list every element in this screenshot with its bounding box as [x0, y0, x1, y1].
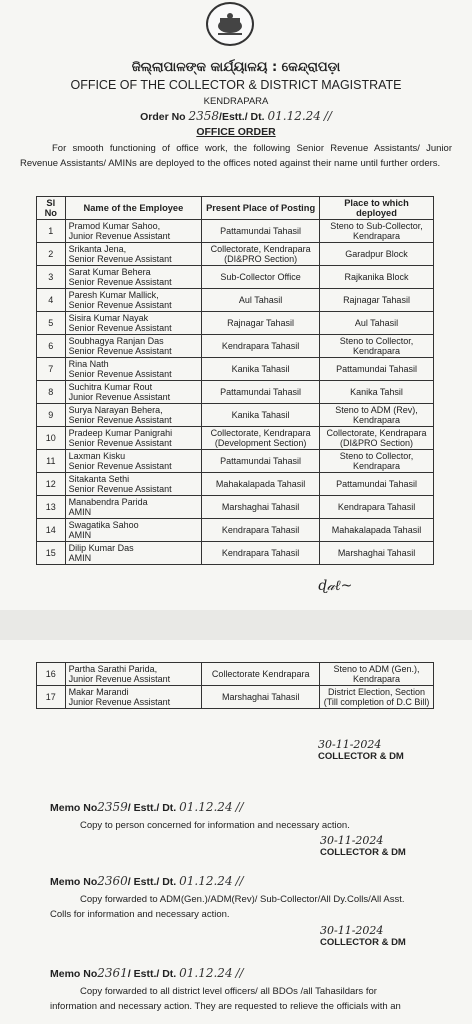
cell-name [65, 404, 202, 427]
deployment-table-continued [36, 662, 434, 709]
cell-deployed: Collectorate, Kendrapara (DI&PRO Section) [320, 427, 434, 450]
district-name: KENDRAPARA [203, 96, 269, 107]
cell-deployed: Aul Tahasil [320, 312, 434, 335]
cell-sl: 5 [37, 312, 66, 335]
table-row [37, 266, 434, 289]
cell-sl: 15 [37, 542, 66, 565]
government-seal-icon [206, 2, 254, 46]
cell-sl: 2 [37, 243, 66, 266]
employee-designation: Senior Revenue Assistant [68, 461, 172, 471]
employee-name: Sitakanta Sethi [68, 474, 130, 484]
cell-deployed: Steno to Sub-Collector, Kendrapara [320, 220, 434, 243]
header-name: Name of the Employee [65, 197, 202, 220]
cell-name [65, 519, 202, 542]
signature-designation: COLLECTOR & DM [318, 751, 404, 762]
cell-sl: 8 [37, 381, 66, 404]
cell-sl: 6 [37, 335, 66, 358]
cell-name [65, 243, 202, 266]
cell-deployed: Garadpur Block [320, 243, 434, 266]
cell-deployed: Marshaghai Tahasil [320, 542, 434, 565]
table-row [37, 663, 434, 686]
employee-name: Pramod Kumar Sahoo, [68, 221, 161, 231]
cell-deployed: Kanika Tahsil [320, 381, 434, 404]
cell-present: Mahakalapada Tahasil [202, 473, 320, 496]
cell-name [65, 312, 202, 335]
cell-sl: 7 [37, 358, 66, 381]
cell-sl: 11 [37, 450, 66, 473]
employee-name: Makar Marandi [68, 687, 129, 697]
employee-name: Sarat Kumar Behera [68, 267, 151, 277]
employee-designation: Senior Revenue Assistant [68, 254, 172, 264]
cell-name [65, 496, 202, 519]
employee-name: Soubhagya Ranjan Das [68, 336, 164, 346]
cell-deployed: Steno to Collector, Kendrapara [320, 450, 434, 473]
cell-sl: 3 [37, 266, 66, 289]
header-sl: Sl No [37, 197, 66, 220]
cell-present: Rajnagar Tahasil [202, 312, 320, 335]
cell-present: Aul Tahasil [202, 289, 320, 312]
employee-designation: AMIN [68, 530, 92, 540]
employee-name: Rina Nath [68, 359, 109, 369]
deployment-table [36, 196, 434, 565]
cell-deployed: Rajkanika Block [320, 266, 434, 289]
cell-present: Marshaghai Tahasil [202, 686, 320, 709]
office-title: OFFICE OF THE COLLECTOR & DISTRICT MAGISTRATE [70, 78, 402, 92]
cell-name [65, 289, 202, 312]
employee-name: Swagatika Sahoo [68, 520, 139, 530]
employee-designation: AMIN [68, 507, 92, 517]
table-row [37, 519, 434, 542]
cell-deployed: District Election, Section (Till completion of D.C Bill) [320, 686, 434, 709]
cell-present: Collectorate Kendrapara [202, 663, 320, 686]
order-date: 01.12.24 [267, 109, 321, 123]
employee-designation: Senior Revenue Assistant [68, 484, 172, 494]
employee-designation: Junior Revenue Assistant [68, 697, 171, 707]
employee-name: Pradeep Kumar Panigrahi [68, 428, 173, 438]
memo-signature-block: 30-11-2024 COLLECTOR & DM [320, 834, 406, 858]
employee-name: Dilip Kumar Das [68, 543, 134, 553]
table-row [37, 427, 434, 450]
table-row [37, 404, 434, 427]
memo-body: Copy to person concerned for information and necessary action. [80, 820, 350, 831]
cell-name [65, 266, 202, 289]
employee-name: Manabendra Parida [68, 497, 148, 507]
cell-name [65, 220, 202, 243]
cell-sl: 14 [37, 519, 66, 542]
employee-name: Partha Sarathi Parida, [68, 664, 158, 674]
memo-number-line: Memo No2361/ Estt./ Dt. 01.12.24 // [50, 966, 244, 980]
cell-deployed: Steno to ADM (Rev), Kendrapara [320, 404, 434, 427]
table-row [37, 335, 434, 358]
employee-designation: Senior Revenue Assistant [68, 346, 172, 356]
memo-body: Copy forwarded to all district level officers/ all BDOs /all Tahasildars for information and necessary action. They are requested to relieve the officials with an [50, 986, 401, 1012]
table-header-row [37, 197, 434, 220]
cell-deployed: Steno to ADM (Gen.), Kendrapara [320, 663, 434, 686]
employee-designation: Senior Revenue Assistant [68, 323, 172, 333]
employee-name: Paresh Kumar Mallick, [68, 290, 159, 300]
employee-designation: Junior Revenue Assistant [68, 231, 171, 241]
table-row [37, 381, 434, 404]
cell-present: Kendrapara Tahasil [202, 542, 320, 565]
order-number: 2358 [188, 109, 220, 123]
employee-designation: Senior Revenue Assistant [68, 369, 172, 379]
cell-name [65, 450, 202, 473]
cell-present: Kanika Tahasil [202, 404, 320, 427]
cell-deployed: Pattamundai Tahasil [320, 358, 434, 381]
signature-block [318, 738, 404, 762]
memo-number-line: Memo No2359/ Estt./ Dt. 01.12.24 // [50, 800, 244, 814]
cell-sl: 4 [37, 289, 66, 312]
table-row [37, 686, 434, 709]
cell-name [65, 686, 202, 709]
employee-designation: Junior Revenue Assistant [68, 392, 171, 402]
order-title: OFFICE ORDER [196, 126, 276, 138]
table-row [37, 312, 434, 335]
cell-deployed: Pattamundai Tahasil [320, 473, 434, 496]
cell-sl: 10 [37, 427, 66, 450]
memo-signature-block: 30-11-2024 COLLECTOR & DM [320, 924, 406, 948]
cell-name [65, 427, 202, 450]
cell-name [65, 663, 202, 686]
employee-name: Srikanta Jena, [68, 244, 127, 254]
employee-designation: Junior Revenue Assistant [68, 674, 171, 684]
cell-present: Marshaghai Tahasil [202, 496, 320, 519]
table-row [37, 450, 434, 473]
table-row [37, 289, 434, 312]
cell-present: Pattamundai Tahasil [202, 381, 320, 404]
cell-deployed: Steno to Collector, Kendrapara [320, 335, 434, 358]
table-row [37, 473, 434, 496]
table-row [37, 220, 434, 243]
cell-present: Collectorate, Kendrapara (Development Section) [202, 427, 320, 450]
employee-name: Surya Narayan Behera, [68, 405, 163, 415]
header-deployed: Place to which deployed [320, 197, 434, 220]
table-row [37, 243, 434, 266]
header-present: Present Place of Posting [202, 197, 320, 220]
cell-present: Sub-Collector Office [202, 266, 320, 289]
cell-sl: 9 [37, 404, 66, 427]
cell-name [65, 473, 202, 496]
order-suffix: // [323, 109, 332, 123]
employee-name: Suchitra Kumar Rout [68, 382, 153, 392]
memo-number-line: Memo No2360/ Estt./ Dt. 01.12.24 // [50, 874, 244, 888]
cell-present: Pattamundai Tahasil [202, 450, 320, 473]
cell-present: Kendrapara Tahasil [202, 335, 320, 358]
table-row [37, 496, 434, 519]
cell-name [65, 358, 202, 381]
cell-present: Collectorate, Kendrapara (DI&PRO Section) [202, 243, 320, 266]
table-row [37, 358, 434, 381]
employee-designation: Senior Revenue Assistant [68, 277, 172, 287]
odia-office-title: ଜିଲ୍ଲାପାଳଙ୍କ କାର୍ଯ୍ୟାଳୟ : କେନ୍ଦ୍ରାପଡ଼ା [131, 60, 341, 75]
order-page-2 [0, 640, 472, 1024]
signature-date: 30-11-2024 [318, 738, 382, 751]
employee-name: Sisira Kumar Nayak [68, 313, 149, 323]
intro-paragraph: For smooth functioning of office work, the following Senior Revenue Assistants/ Junior Revenue Assistants/ AMINs are deployed to the offices noted against their name until further orders. [20, 143, 452, 169]
cell-name [65, 542, 202, 565]
order-mid: /Estt./ Dt. [219, 111, 265, 123]
order-prefix: Order No [140, 111, 186, 123]
cell-present: Kendrapara Tahasil [202, 519, 320, 542]
cell-present: Pattamundai Tahasil [202, 220, 320, 243]
cell-sl: 12 [37, 473, 66, 496]
cell-present: Kanika Tahasil [202, 358, 320, 381]
signature-mark: ɖ𝒶ℓ~ [318, 578, 353, 594]
cell-deployed: Mahakalapada Tahasil [320, 519, 434, 542]
table-row [37, 542, 434, 565]
cell-deployed: Rajnagar Tahasil [320, 289, 434, 312]
employee-designation: Senior Revenue Assistant [68, 415, 172, 425]
employee-name: Laxman Kisku [68, 451, 126, 461]
cell-sl: 1 [37, 220, 66, 243]
cell-sl: 17 [37, 686, 66, 709]
cell-name [65, 381, 202, 404]
cell-deployed: Kendrapara Tahasil [320, 496, 434, 519]
employee-designation: AMIN [68, 553, 92, 563]
employee-designation: Senior Revenue Assistant [68, 300, 172, 310]
cell-sl: 13 [37, 496, 66, 519]
cell-name [65, 335, 202, 358]
employee-designation: Senior Revenue Assistant [68, 438, 172, 448]
order-number-line [0, 109, 472, 123]
memo-body: Copy forwarded to ADM(Gen.)/ADM(Rev)/ Sub-Collector/All Dy.Colls/All Asst. Colls for information and necessary action. [50, 894, 405, 920]
cell-sl: 16 [37, 663, 66, 686]
